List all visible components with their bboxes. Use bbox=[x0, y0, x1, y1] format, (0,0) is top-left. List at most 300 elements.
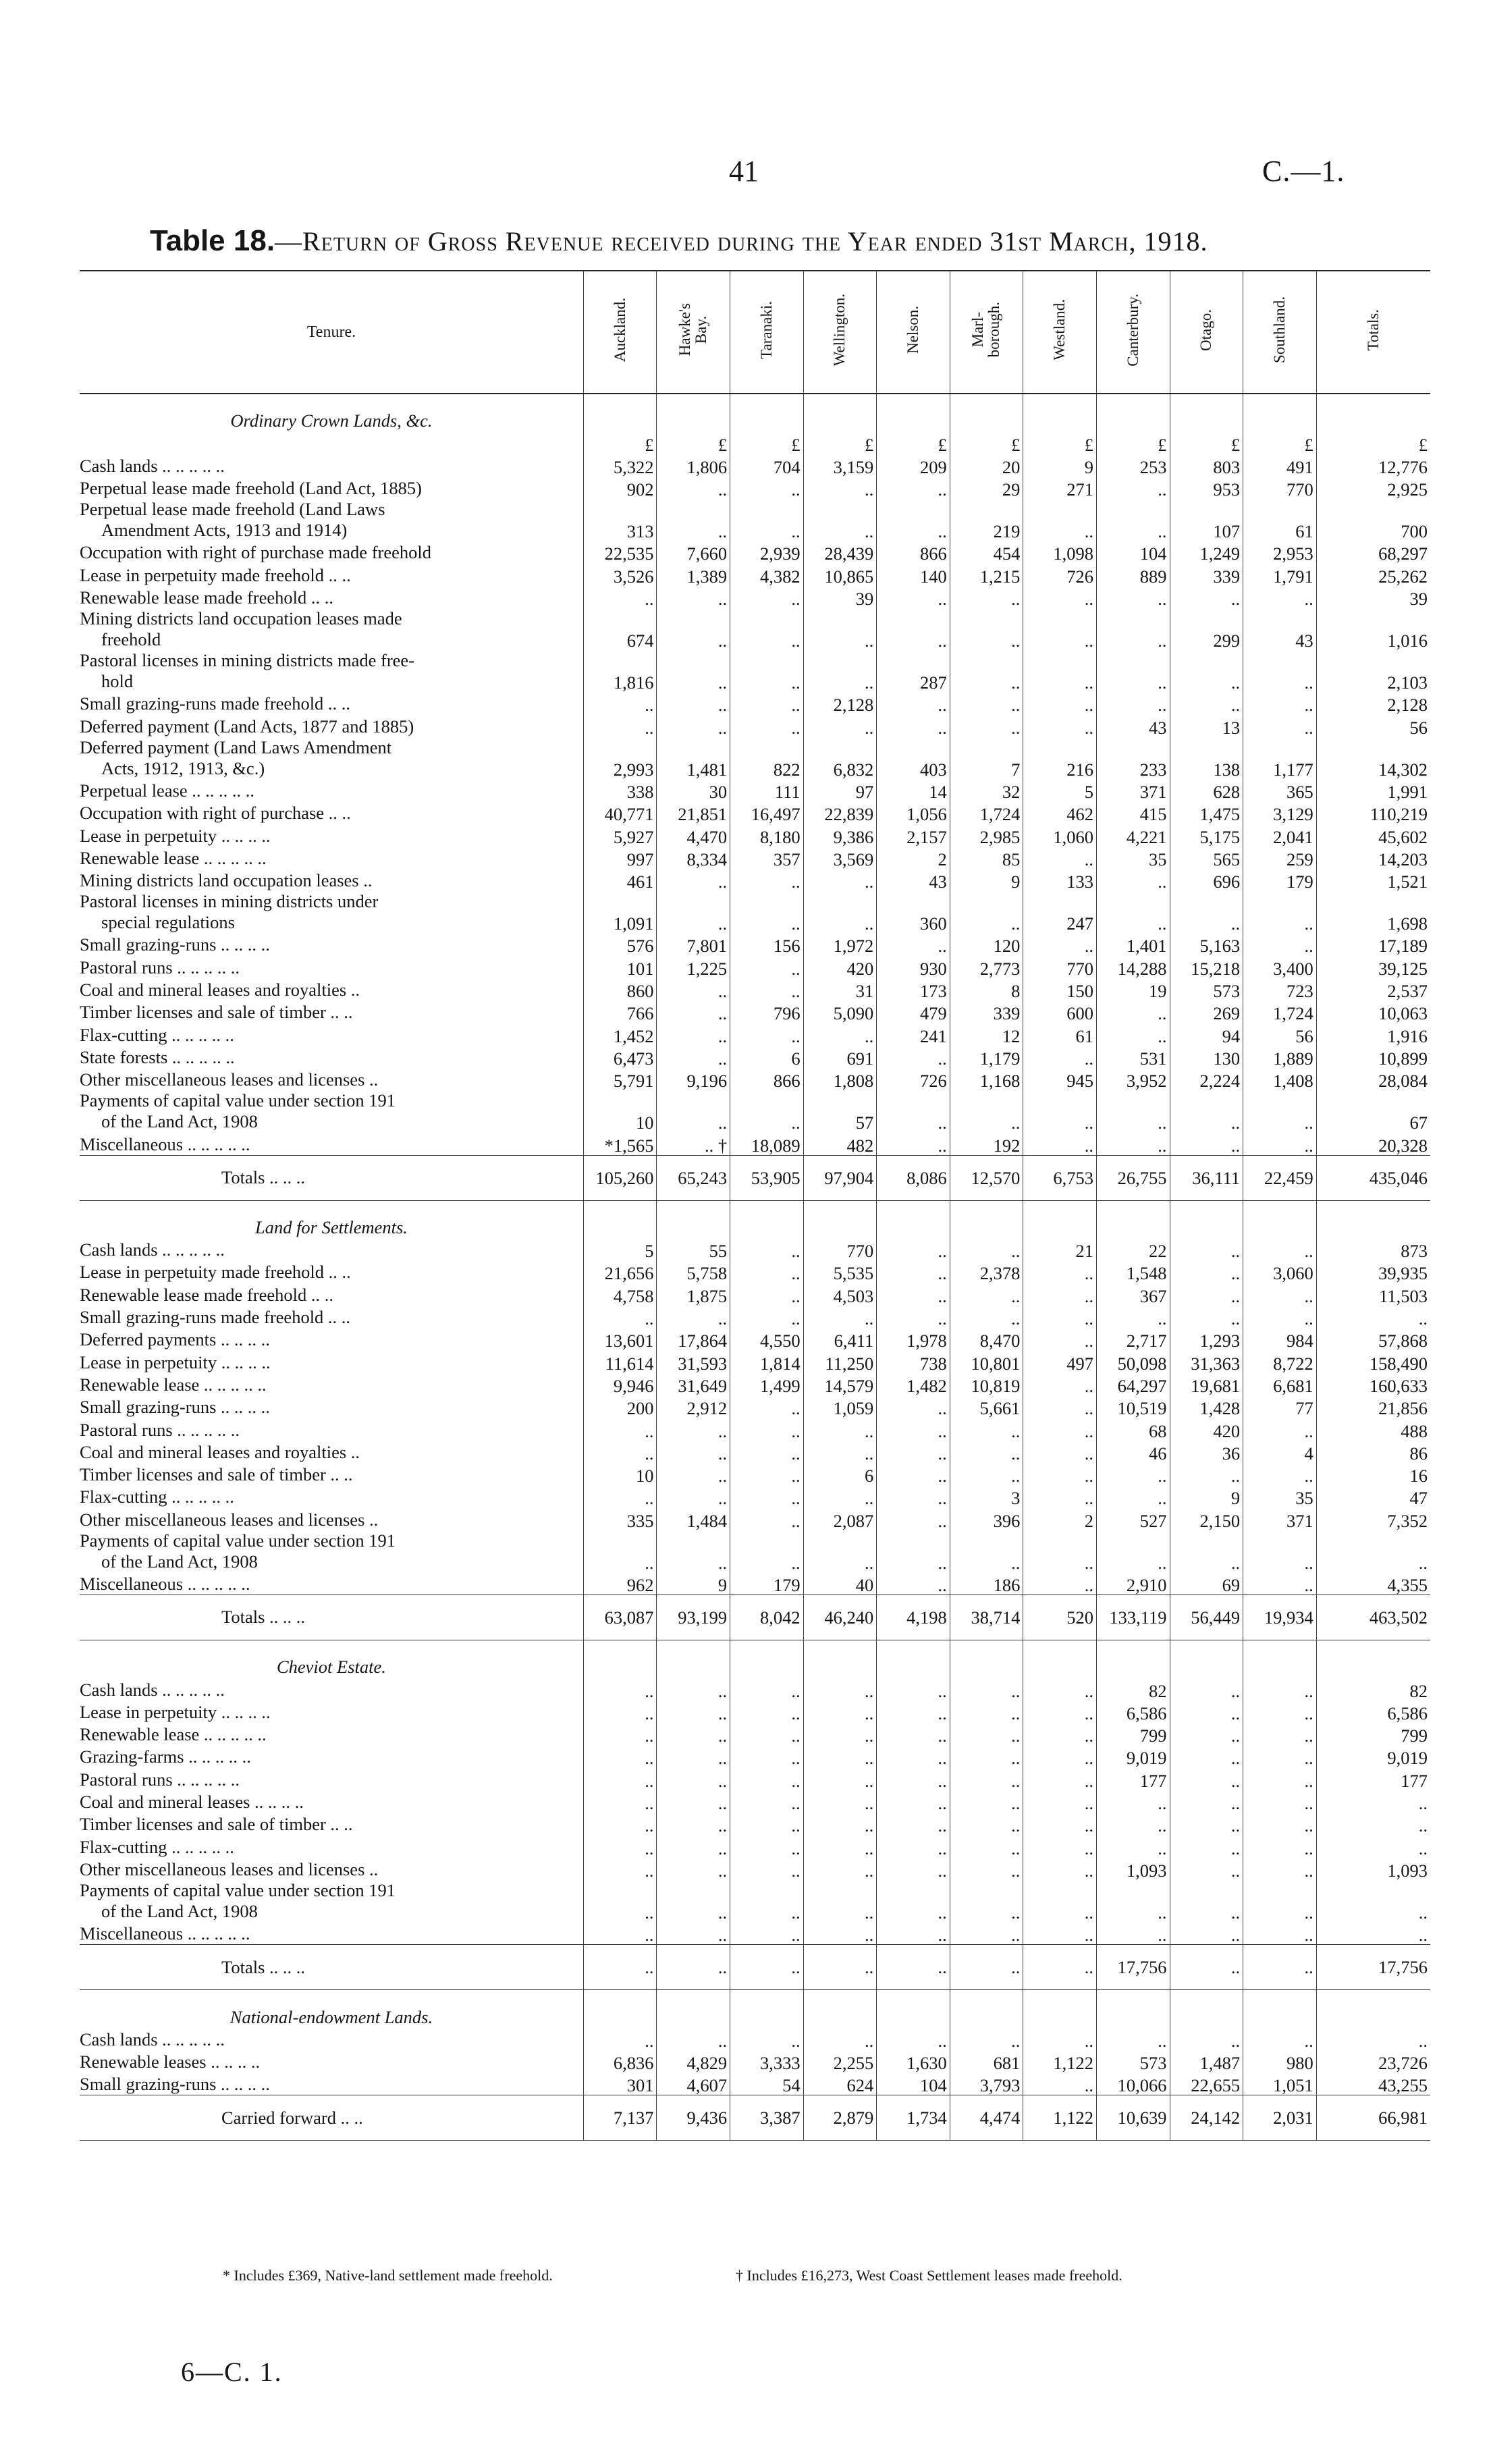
value-cell: .. bbox=[657, 1767, 730, 1790]
value-cell: 6 bbox=[730, 1046, 804, 1068]
value-cell: .. bbox=[657, 1441, 730, 1463]
value-cell: 1,059 bbox=[803, 1395, 877, 1418]
value-cell: 269 bbox=[1170, 1000, 1243, 1023]
value-cell: 770 bbox=[1023, 955, 1097, 977]
value-cell: 5,927 bbox=[583, 824, 657, 846]
value-cell: 4,382 bbox=[730, 563, 804, 585]
value-cell: .. bbox=[803, 650, 877, 692]
table-row bbox=[80, 869, 1430, 891]
value-cell: £ bbox=[657, 431, 730, 454]
value-cell: 1,122 bbox=[1023, 2050, 1097, 2072]
value-cell: .. bbox=[950, 891, 1023, 933]
value-cell: .. bbox=[1096, 1530, 1170, 1572]
value-cell: 953 bbox=[1170, 477, 1243, 499]
value-cell: .. bbox=[657, 1880, 730, 1922]
value-cell: .. bbox=[657, 1023, 730, 1045]
value-cell: .. bbox=[803, 869, 877, 891]
value-cell: 1,816 bbox=[583, 650, 657, 692]
value-cell: 5,661 bbox=[950, 1395, 1023, 1418]
value-cell: 573 bbox=[1170, 978, 1243, 1000]
footnote-west-coast: † Includes £16,273, West Coast Settlement leases made freehold. bbox=[736, 2267, 1122, 2284]
value-cell: .. bbox=[877, 1790, 950, 1813]
total-cell: 22,459 bbox=[1243, 1155, 1317, 1200]
table-row bbox=[80, 1306, 1430, 1328]
value-cell: 1,475 bbox=[1170, 801, 1243, 824]
value-cell: .. bbox=[950, 2028, 1023, 2050]
value-cell: 7,352 bbox=[1316, 1507, 1430, 1530]
row-label-text: Lease in perpetuity .. .. .. .. bbox=[80, 825, 271, 846]
row-label-text: Renewable lease made freehold .. .. bbox=[80, 587, 333, 608]
page-number: 41 bbox=[729, 155, 759, 188]
value-cell: .. bbox=[1170, 1678, 1243, 1700]
value-cell: 85 bbox=[950, 847, 1023, 869]
value-cell: .. bbox=[583, 692, 657, 714]
value-cell: .. bbox=[583, 1835, 657, 1857]
row-label-text: Timber licenses and sale of timber .. .. bbox=[80, 1002, 353, 1023]
value-cell: 488 bbox=[1316, 1418, 1430, 1440]
value-cell: .. bbox=[877, 1767, 950, 1790]
value-cell: 15,218 bbox=[1170, 955, 1243, 977]
value-cell: 3,952 bbox=[1096, 1068, 1170, 1090]
value-cell: 2,150 bbox=[1170, 1507, 1243, 1530]
value-cell: 55 bbox=[657, 1238, 730, 1260]
section-heading: Land for Settlements. bbox=[254, 1216, 408, 1237]
row-label-text: Flax-cutting .. .. .. .. .. bbox=[80, 1024, 234, 1045]
table-row bbox=[80, 779, 1430, 801]
value-cell: 415 bbox=[1096, 801, 1170, 824]
value-cell: .. bbox=[950, 1441, 1023, 1463]
row-label bbox=[80, 1530, 583, 1572]
value-cell: 1,098 bbox=[1023, 541, 1097, 563]
value-cell: .. bbox=[1243, 1880, 1317, 1922]
total-cell: .. bbox=[950, 1945, 1023, 1990]
value-cell: 20 bbox=[950, 454, 1023, 477]
row-label bbox=[80, 978, 583, 1000]
value-cell: 360 bbox=[877, 891, 950, 933]
value-cell: .. bbox=[877, 586, 950, 608]
value-cell: .. bbox=[1023, 1678, 1097, 1700]
row-label-continuation: Amendment Acts, 1913 and 1914) bbox=[101, 520, 348, 541]
value-cell: .. bbox=[1096, 891, 1170, 933]
column-header-southland: Southland. bbox=[1243, 271, 1317, 394]
value-cell: 1,548 bbox=[1096, 1260, 1170, 1283]
row-label-text: Coal and mineral leases and royalties .. bbox=[80, 1441, 360, 1462]
empty-cell bbox=[1170, 394, 1243, 431]
value-cell: 17,864 bbox=[657, 1328, 730, 1350]
value-cell: .. bbox=[1243, 1530, 1317, 1572]
value-cell: .. bbox=[730, 955, 804, 977]
row-label-text: Cash lands .. .. .. .. .. bbox=[80, 455, 225, 476]
value-cell: 1,889 bbox=[1243, 1046, 1317, 1068]
value-cell: 674 bbox=[583, 608, 657, 650]
value-cell: 10,865 bbox=[803, 563, 877, 585]
value-cell: .. bbox=[1096, 1023, 1170, 1045]
column-header-marlborough: Marl- borough. bbox=[950, 271, 1023, 394]
value-cell: 10,801 bbox=[950, 1350, 1023, 1372]
empty-cell bbox=[730, 1640, 804, 1678]
value-cell: 371 bbox=[1096, 779, 1170, 801]
table-row bbox=[80, 1507, 1430, 1530]
total-cell: 8,042 bbox=[730, 1595, 804, 1640]
value-cell: .. bbox=[1023, 1723, 1097, 1745]
value-cell: .. bbox=[1096, 869, 1170, 891]
row-label-continuation: hold bbox=[101, 671, 134, 692]
value-cell: .. bbox=[803, 499, 877, 541]
row-label-text: Other miscellaneous leases and licenses .. bbox=[80, 1858, 379, 1879]
value-cell: .. bbox=[1316, 1835, 1430, 1857]
row-label bbox=[80, 650, 583, 692]
totals-label: Totals .. .. .. bbox=[80, 1595, 583, 1640]
empty-cell bbox=[1170, 1200, 1243, 1238]
table-row bbox=[80, 1090, 1430, 1132]
empty-cell bbox=[1243, 1200, 1317, 1238]
value-cell: 1,060 bbox=[1023, 824, 1097, 846]
value-cell: 186 bbox=[950, 1572, 1023, 1595]
row-label bbox=[80, 1485, 583, 1507]
value-cell: 10 bbox=[583, 1090, 657, 1132]
row-label bbox=[80, 714, 583, 736]
value-cell: 2,717 bbox=[1096, 1328, 1170, 1350]
value-cell: £ bbox=[950, 431, 1023, 454]
value-cell: 6 bbox=[803, 1463, 877, 1485]
value-cell: .. bbox=[1170, 1260, 1243, 1283]
row-label bbox=[80, 1132, 583, 1155]
row-label-text: Lease in perpetuity made freehold .. .. bbox=[80, 1262, 351, 1283]
value-cell: 7,660 bbox=[657, 541, 730, 563]
value-cell: 1,698 bbox=[1316, 891, 1430, 933]
value-cell: .. bbox=[583, 1723, 657, 1745]
value-cell: 31 bbox=[803, 978, 877, 1000]
value-cell: 43 bbox=[877, 869, 950, 891]
total-cell: 6,753 bbox=[1023, 1155, 1097, 1200]
row-label-text: Small grazing-runs .. .. .. .. bbox=[80, 1397, 270, 1418]
row-label-text: Flax-cutting .. .. .. .. .. bbox=[80, 1836, 234, 1857]
row-label-text: Small grazing-runs made freehold .. .. bbox=[80, 693, 351, 714]
value-cell: £ bbox=[730, 431, 804, 454]
value-cell: .. bbox=[1243, 891, 1317, 933]
value-cell: 704 bbox=[730, 454, 804, 477]
value-cell: .. bbox=[1316, 1790, 1430, 1813]
value-cell: 5,090 bbox=[803, 1000, 877, 1023]
value-cell: .. bbox=[583, 1678, 657, 1700]
total-cell: 7,137 bbox=[583, 2095, 657, 2141]
value-cell: 10,819 bbox=[950, 1373, 1023, 1395]
row-label bbox=[80, 1507, 583, 1530]
table-row bbox=[80, 978, 1430, 1000]
column-header-nelson: Nelson. bbox=[877, 271, 950, 394]
row-label bbox=[80, 1283, 583, 1305]
value-cell: .. bbox=[950, 1530, 1023, 1572]
totals-row bbox=[80, 1945, 1430, 1990]
value-cell: 365 bbox=[1243, 779, 1317, 801]
value-cell: 726 bbox=[877, 1068, 950, 1090]
row-label bbox=[80, 2072, 583, 2095]
value-cell: .. bbox=[730, 1530, 804, 1572]
value-cell: .. bbox=[803, 1723, 877, 1745]
value-cell: .. bbox=[877, 477, 950, 499]
table-row bbox=[80, 1790, 1430, 1813]
value-cell: 25,262 bbox=[1316, 563, 1430, 585]
row-label-text: Miscellaneous .. .. .. .. .. bbox=[80, 1923, 250, 1944]
empty-cell bbox=[657, 1990, 730, 2028]
empty-cell bbox=[1316, 1200, 1430, 1238]
row-label bbox=[80, 692, 583, 714]
value-cell: .. bbox=[730, 692, 804, 714]
row-label-text: Mining districts land occupation leases .. bbox=[80, 870, 373, 891]
row-label-text: Occupation with right of purchase made freehold bbox=[80, 542, 431, 563]
document-code: C.—1. bbox=[1262, 155, 1345, 188]
value-cell: 5,791 bbox=[583, 1068, 657, 1090]
value-cell: 1,991 bbox=[1316, 779, 1430, 801]
value-cell: 3 bbox=[950, 1485, 1023, 1507]
value-cell: .. bbox=[657, 650, 730, 692]
value-cell: 371 bbox=[1243, 1507, 1317, 1530]
value-cell: .. bbox=[657, 1790, 730, 1813]
value-cell: 156 bbox=[730, 933, 804, 955]
value-cell: .. bbox=[1243, 1835, 1317, 1857]
value-cell: .. bbox=[1243, 1858, 1317, 1880]
table-row bbox=[80, 1835, 1430, 1857]
row-label-text: Miscellaneous .. .. .. .. .. bbox=[80, 1133, 250, 1154]
value-cell: 624 bbox=[803, 2072, 877, 2095]
value-cell: 2,912 bbox=[657, 1395, 730, 1418]
value-cell: .. bbox=[583, 586, 657, 608]
section-heading: Ordinary Crown Lands, &c. bbox=[230, 410, 433, 431]
table-row bbox=[80, 714, 1430, 736]
value-cell: 173 bbox=[877, 978, 950, 1000]
value-cell: 179 bbox=[730, 1572, 804, 1595]
value-cell: .. bbox=[1096, 1000, 1170, 1023]
value-cell: .. bbox=[877, 1813, 950, 1835]
value-cell: .. bbox=[657, 1530, 730, 1572]
value-cell: .. bbox=[583, 1485, 657, 1507]
value-cell: .. bbox=[950, 1723, 1023, 1745]
value-cell: .. bbox=[730, 891, 804, 933]
value-cell: .. bbox=[1096, 1922, 1170, 1945]
value-cell: .. bbox=[950, 1835, 1023, 1857]
table-row bbox=[80, 1858, 1430, 1880]
value-cell: 565 bbox=[1170, 847, 1243, 869]
value-cell: 32 bbox=[950, 779, 1023, 801]
value-cell: .. bbox=[803, 477, 877, 499]
value-cell: .. bbox=[1023, 2028, 1097, 2050]
value-cell: .. bbox=[803, 608, 877, 650]
value-cell: .. bbox=[1023, 1418, 1097, 1440]
value-cell: 35 bbox=[1243, 1485, 1317, 1507]
value-cell: 461 bbox=[583, 869, 657, 891]
value-cell: .. bbox=[657, 1046, 730, 1068]
value-cell: .. bbox=[950, 1813, 1023, 1835]
value-cell: £ bbox=[1170, 431, 1243, 454]
value-cell: .. bbox=[1096, 1463, 1170, 1485]
value-cell: .. bbox=[803, 1530, 877, 1572]
row-label-text: Lease in perpetuity made freehold .. .. bbox=[80, 564, 351, 585]
value-cell: 2,939 bbox=[730, 541, 804, 563]
table-row bbox=[80, 891, 1430, 933]
value-cell: 8,334 bbox=[657, 847, 730, 869]
value-cell: 7 bbox=[950, 737, 1023, 779]
empty-cell bbox=[1243, 1640, 1317, 1678]
table-row bbox=[80, 1395, 1430, 1418]
value-cell: 9 bbox=[657, 1572, 730, 1595]
row-label-continuation: of the Land Act, 1908 bbox=[101, 1111, 258, 1132]
value-cell: 9,019 bbox=[1096, 1745, 1170, 1767]
value-cell: 6,586 bbox=[1096, 1700, 1170, 1723]
table-row bbox=[80, 933, 1430, 955]
row-label bbox=[80, 847, 583, 869]
empty-cell bbox=[1170, 1990, 1243, 2028]
total-cell: .. bbox=[1023, 1945, 1097, 1990]
row-label-continuation: freehold bbox=[101, 629, 161, 650]
value-cell: 491 bbox=[1243, 454, 1317, 477]
value-cell: 10 bbox=[583, 1463, 657, 1485]
value-cell: 367 bbox=[1096, 1283, 1170, 1305]
value-cell: 3,333 bbox=[730, 2050, 804, 2072]
value-cell: .. bbox=[657, 1306, 730, 1328]
value-cell: .. bbox=[1170, 1745, 1243, 1767]
value-cell: .. bbox=[583, 1530, 657, 1572]
value-cell: 339 bbox=[950, 1000, 1023, 1023]
table-row bbox=[80, 563, 1430, 585]
value-cell: 21,856 bbox=[1316, 1395, 1430, 1418]
value-cell: 110,219 bbox=[1316, 801, 1430, 824]
value-cell: .. bbox=[950, 1858, 1023, 1880]
value-cell: .. bbox=[877, 1418, 950, 1440]
value-cell: .. bbox=[1170, 1835, 1243, 1857]
value-cell: .. bbox=[950, 1700, 1023, 1723]
value-cell: 209 bbox=[877, 454, 950, 477]
row-label-text: Cash lands .. .. .. .. .. bbox=[80, 1679, 225, 1700]
value-cell: .. bbox=[657, 2028, 730, 2050]
value-cell: .. bbox=[1023, 1572, 1097, 1595]
row-label bbox=[80, 541, 583, 563]
value-cell: .. bbox=[803, 1767, 877, 1790]
value-cell: 860 bbox=[583, 978, 657, 1000]
table-row bbox=[80, 541, 1430, 563]
value-cell: .. bbox=[950, 1306, 1023, 1328]
value-cell: .. bbox=[657, 1000, 730, 1023]
value-cell: .. bbox=[1023, 1790, 1097, 1813]
row-label-continuation: special regulations bbox=[101, 912, 235, 933]
value-cell: .. bbox=[803, 714, 877, 736]
value-cell: .. bbox=[657, 1745, 730, 1767]
value-cell: 2,925 bbox=[1316, 477, 1430, 499]
value-cell: .. bbox=[1243, 1090, 1317, 1132]
total-cell: 105,260 bbox=[583, 1155, 657, 1200]
value-cell: 2,985 bbox=[950, 824, 1023, 846]
row-label-text: Mining districts land occupation leases made bbox=[80, 608, 402, 629]
row-label-continuation: of the Land Act, 1908 bbox=[101, 1900, 258, 1921]
row-label bbox=[80, 431, 583, 454]
value-cell: 1,808 bbox=[803, 1068, 877, 1090]
value-cell: 2,537 bbox=[1316, 978, 1430, 1000]
section-heading: Cheviot Estate. bbox=[276, 1657, 386, 1678]
empty-cell bbox=[950, 1200, 1023, 1238]
total-cell: .. bbox=[803, 1945, 877, 1990]
value-cell: .. bbox=[1023, 1530, 1097, 1572]
value-cell: 301 bbox=[583, 2072, 657, 2095]
value-cell: 2,255 bbox=[803, 2050, 877, 2072]
column-header-otago: Otago. bbox=[1170, 271, 1243, 394]
column-header-totals: Totals. bbox=[1316, 271, 1430, 394]
value-cell: 930 bbox=[877, 955, 950, 977]
row-label-text: Occupation with right of purchase .. .. bbox=[80, 803, 351, 824]
total-cell: 520 bbox=[1023, 1595, 1097, 1640]
value-cell: 4,355 bbox=[1316, 1572, 1430, 1595]
value-cell: 14,203 bbox=[1316, 847, 1430, 869]
total-cell: 38,714 bbox=[950, 1595, 1023, 1640]
value-cell: 11,614 bbox=[583, 1350, 657, 1372]
value-cell: .. bbox=[1170, 1283, 1243, 1305]
value-cell: .. bbox=[950, 1238, 1023, 1260]
empty-cell bbox=[583, 1200, 657, 1238]
total-cell: 2,879 bbox=[803, 2095, 877, 2141]
value-cell: .. bbox=[1023, 1046, 1097, 1068]
value-cell: £ bbox=[1243, 431, 1317, 454]
value-cell: 61 bbox=[1243, 499, 1317, 541]
value-cell: 20,328 bbox=[1316, 1132, 1430, 1155]
total-cell: .. bbox=[877, 1945, 950, 1990]
total-cell: 435,046 bbox=[1316, 1155, 1430, 1200]
value-cell: 770 bbox=[803, 1238, 877, 1260]
row-label bbox=[80, 1441, 583, 1463]
row-label bbox=[80, 1373, 583, 1395]
value-cell: £ bbox=[1096, 431, 1170, 454]
value-cell: £ bbox=[1023, 431, 1097, 454]
value-cell: 335 bbox=[583, 1507, 657, 1530]
total-cell: 66,981 bbox=[1316, 2095, 1430, 2141]
value-cell: .. bbox=[1023, 933, 1097, 955]
value-cell: .. bbox=[1023, 608, 1097, 650]
value-cell: 3,793 bbox=[950, 2072, 1023, 2095]
value-cell: 14,288 bbox=[1096, 955, 1170, 977]
value-cell: 738 bbox=[877, 1350, 950, 1372]
table-row bbox=[80, 499, 1430, 541]
value-cell: 77 bbox=[1243, 1395, 1317, 1418]
value-cell: .. bbox=[1243, 1678, 1317, 1700]
row-label-text: Timber licenses and sale of timber .. .. bbox=[80, 1464, 353, 1485]
row-label bbox=[80, 1238, 583, 1260]
row-label bbox=[80, 499, 583, 541]
row-label-text: Pastoral runs .. .. .. .. .. bbox=[80, 1769, 240, 1790]
value-cell: 46 bbox=[1096, 1441, 1170, 1463]
value-cell: 253 bbox=[1096, 454, 1170, 477]
value-cell: .. bbox=[803, 891, 877, 933]
table-row bbox=[80, 1000, 1430, 1023]
value-cell: 1,806 bbox=[657, 454, 730, 477]
value-cell: .. bbox=[1023, 692, 1097, 714]
value-cell: .. bbox=[1023, 1922, 1097, 1945]
table-row bbox=[80, 1767, 1430, 1790]
value-cell: 1,051 bbox=[1243, 2072, 1317, 2095]
total-cell: 4,198 bbox=[877, 1595, 950, 1640]
table-row bbox=[80, 1530, 1430, 1572]
value-cell: 43 bbox=[1243, 608, 1317, 650]
value-cell: 873 bbox=[1316, 1238, 1430, 1260]
value-cell: 4,503 bbox=[803, 1283, 877, 1305]
value-cell: .. bbox=[730, 1463, 804, 1485]
total-cell: .. bbox=[1170, 1945, 1243, 1990]
value-cell: .. bbox=[1243, 586, 1317, 608]
value-cell: 822 bbox=[730, 737, 804, 779]
section-heading: National-endowment Lands. bbox=[229, 2006, 433, 2027]
value-cell: 6,586 bbox=[1316, 1700, 1430, 1723]
value-cell: 9,196 bbox=[657, 1068, 730, 1090]
table-row bbox=[80, 1068, 1430, 1090]
total-cell: 36,111 bbox=[1170, 1155, 1243, 1200]
row-label-text: Perpetual lease made freehold (Land Act, 1885) bbox=[80, 478, 422, 499]
value-cell: 1,091 bbox=[583, 891, 657, 933]
